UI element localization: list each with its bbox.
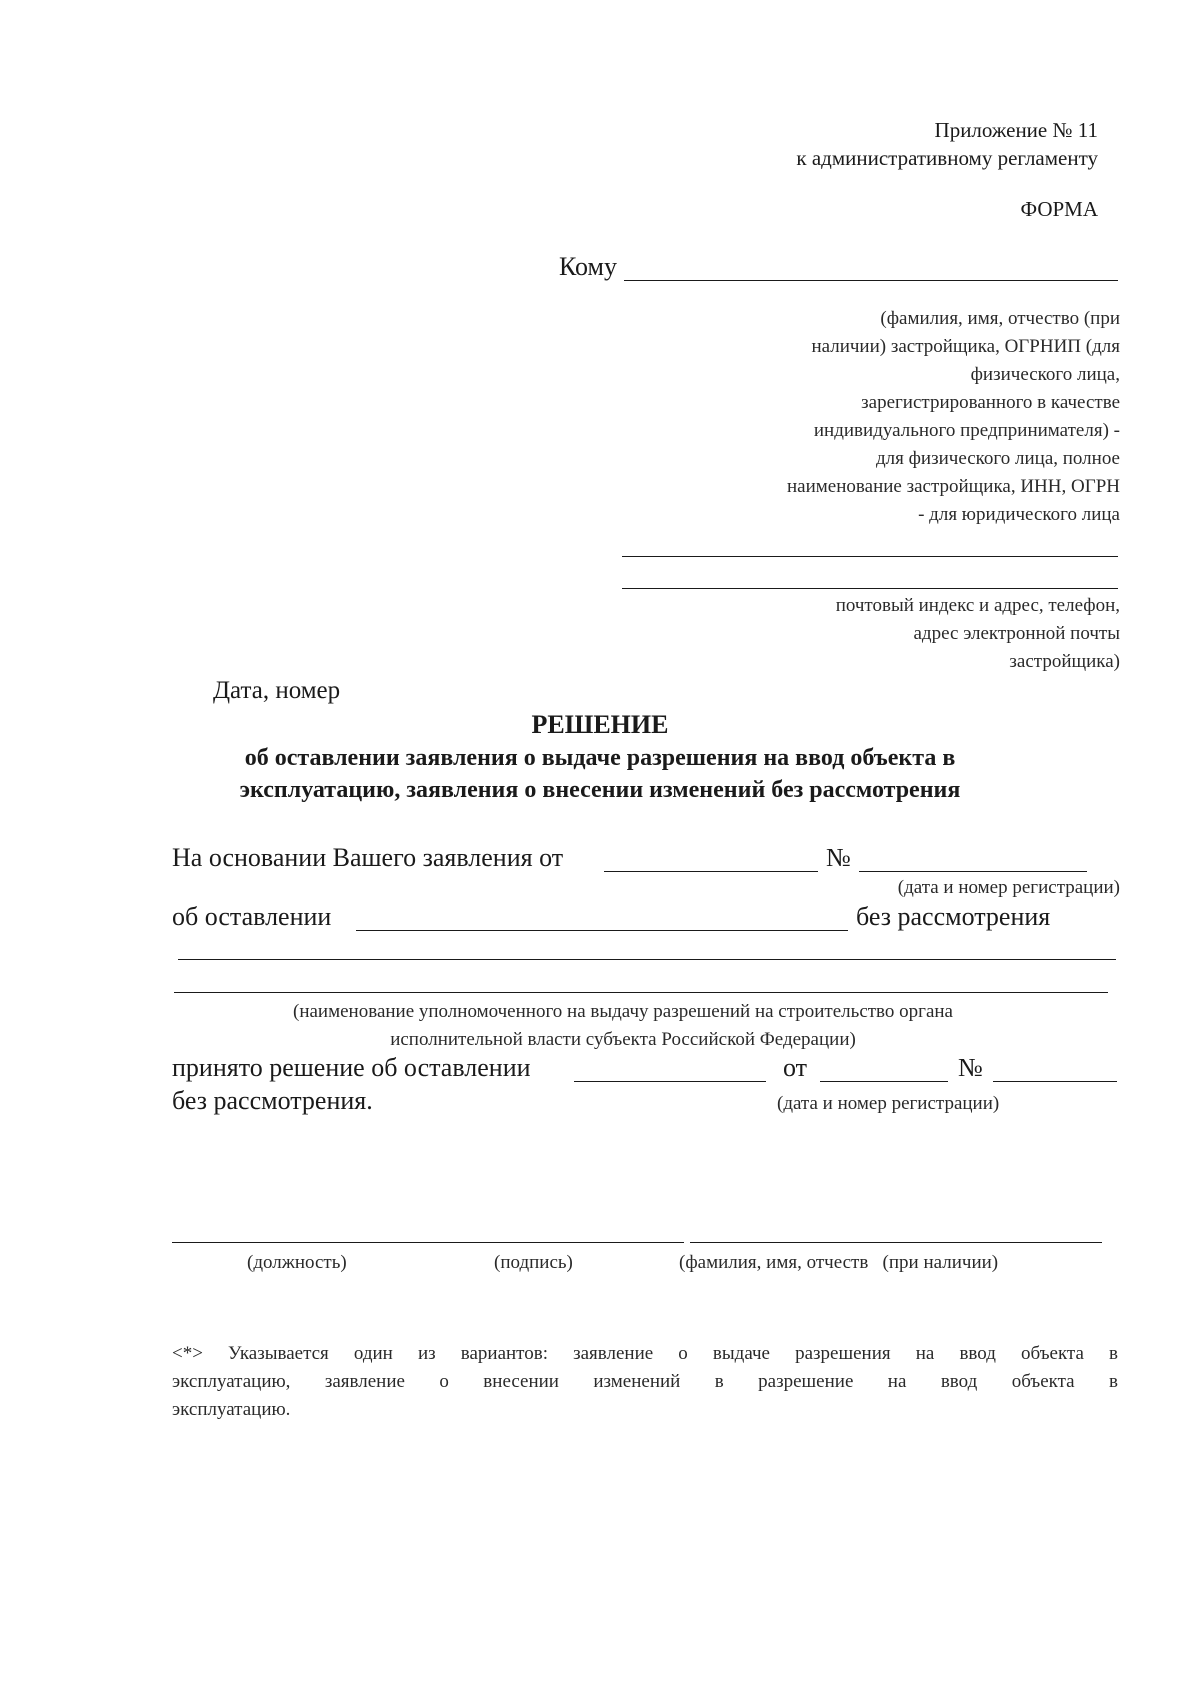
appendix-number: Приложение № 11 bbox=[934, 118, 1098, 142]
application-number-line[interactable] bbox=[859, 871, 1087, 872]
authority-line-1[interactable] bbox=[178, 959, 1116, 960]
signature-caption: (подпись) bbox=[494, 1252, 573, 1273]
authority-caption-line-2: исполнительной власти субъекта Российской Федерации) bbox=[390, 1029, 856, 1050]
name-line[interactable] bbox=[690, 1242, 1102, 1243]
recipient-caption-line: индивидуального предпринимателя) - bbox=[813, 420, 1120, 441]
recipient-caption-line: физического лица, bbox=[970, 364, 1120, 385]
position-caption: (должность) bbox=[247, 1252, 347, 1273]
recipient-caption-line: наличии) застройщика, ОГРНИП (для bbox=[811, 336, 1120, 357]
number-sign: № bbox=[826, 843, 851, 872]
application-type-line[interactable] bbox=[356, 930, 848, 931]
recipient-caption-line: (фамилия, имя, отчество (при bbox=[880, 308, 1120, 329]
footnote-line-2: эксплуатацию, заявление о внесении изменений в разрешение на ввод объекта в bbox=[172, 1371, 1118, 1392]
from-text: от bbox=[783, 1053, 808, 1082]
footnote-line-1: <*> Указывается один из вариантов: заявление о выдаче разрешения на ввод объекта в bbox=[172, 1343, 1118, 1364]
registration-caption-2: (дата и номер регистрации) bbox=[777, 1093, 1000, 1114]
recipient-caption bbox=[560, 305, 1120, 529]
number-sign-2: № bbox=[958, 1053, 983, 1082]
basis-text: На основании Вашего заявления от bbox=[172, 843, 564, 872]
decision-number-line[interactable] bbox=[993, 1081, 1117, 1082]
decision-text: принято решение об оставлении bbox=[172, 1053, 531, 1082]
document-title: РЕШЕНИЕ bbox=[531, 710, 669, 739]
recipient-label: Кому bbox=[559, 252, 618, 281]
recipient-caption-line: наименование застройщика, ИНН, ОГРН bbox=[787, 476, 1120, 497]
authority-line-2[interactable] bbox=[174, 992, 1108, 993]
recipient-line[interactable] bbox=[624, 280, 1118, 281]
address-caption-line: почтовый индекс и адрес, телефон, bbox=[835, 595, 1120, 616]
address-line-2[interactable] bbox=[622, 588, 1118, 589]
form-label: ФОРМА bbox=[1020, 197, 1098, 221]
regulation-reference: к административному регламенту bbox=[796, 146, 1098, 170]
address-caption-line: адрес электронной почты bbox=[913, 623, 1120, 644]
footnote-line-3: эксплуатацию. bbox=[172, 1399, 291, 1420]
application-date-line[interactable] bbox=[604, 871, 818, 872]
authority-caption-line-1: (наименование уполномоченного на выдачу разрешений на строительство органа bbox=[293, 1001, 953, 1022]
leave-text: об оставлении bbox=[172, 902, 332, 931]
address-line-1[interactable] bbox=[622, 556, 1118, 557]
without-review-text: без рассмотрения bbox=[856, 902, 1051, 931]
without-review-text-2: без рассмотрения. bbox=[172, 1086, 373, 1115]
document-subtitle-line-1: об оставлении заявления о выдаче разрешения на ввод объекта в bbox=[244, 745, 956, 771]
decision-date-line[interactable] bbox=[820, 1081, 948, 1082]
address-caption bbox=[620, 592, 1120, 676]
registration-caption: (дата и номер регистрации) bbox=[897, 877, 1120, 898]
recipient-caption-line: зарегистрированного в качестве bbox=[861, 392, 1120, 413]
address-caption-line: застройщика) bbox=[1009, 651, 1120, 672]
document-subtitle-line-2: эксплуатацию, заявления о внесении изменений без рассмотрения bbox=[239, 777, 961, 803]
decision-type-line[interactable] bbox=[574, 1081, 766, 1082]
recipient-caption-line: для физического лица, полное bbox=[875, 448, 1120, 469]
date-number-label: Дата, номер bbox=[213, 677, 341, 704]
position-signature-line[interactable] bbox=[172, 1242, 684, 1243]
recipient-caption-line: - для юридического лица bbox=[918, 504, 1120, 525]
name-caption: (фамилия, имя, отчеств (при наличии) bbox=[679, 1252, 999, 1273]
